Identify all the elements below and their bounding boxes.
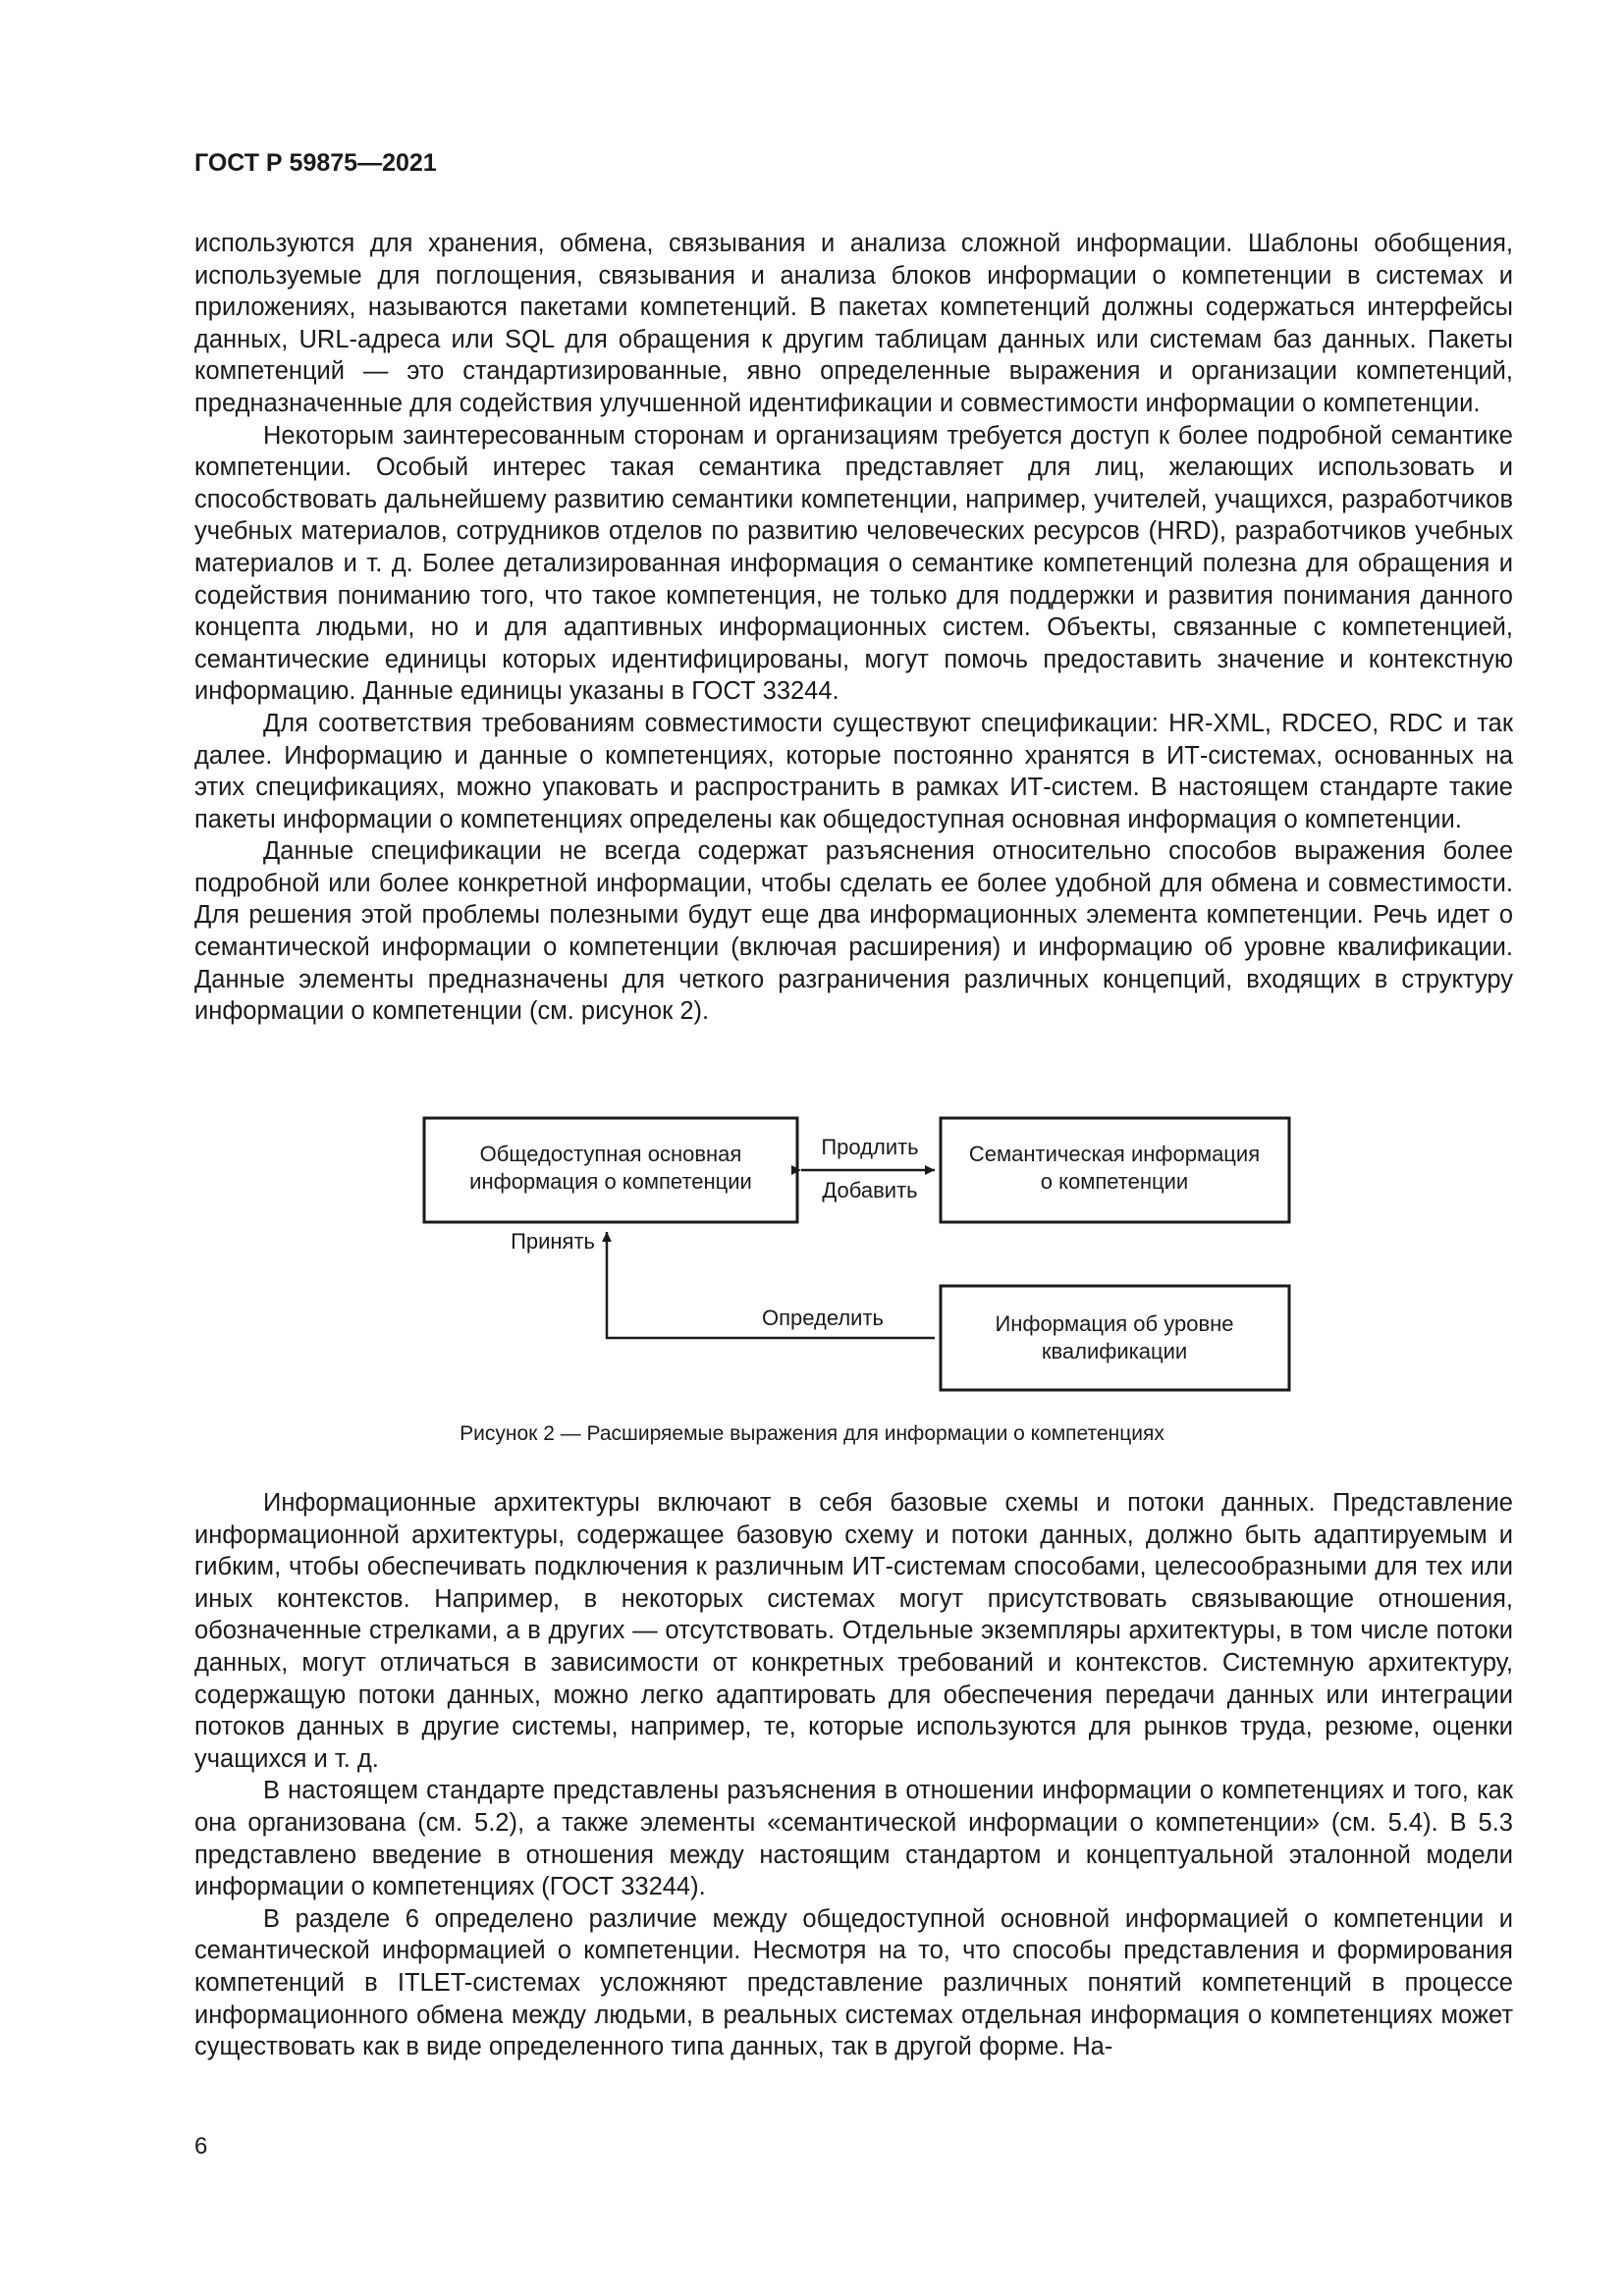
figure-2-diagram [0, 1099, 1624, 1423]
label-define: Определить [761, 1306, 885, 1330]
paragraph: Некоторым заинтересованным сторонам и организациям требуется доступ к более подробной семантике компетенции. Особый интерес такая семантика представляет для лиц, желающих использовать и способствовать дальнейшему развитию семантики компетенции, например, учителей, учащихся, разработчиков учебных материалов, сотрудников отделов по развитию человеческих ресурсов (HRD), разработчиков учебных материалов и т. д. Более детализированная информация о семантике компетенций полезна для обращения и содействия пониманию того, что такое компетенция, не только для поддержки и развития понимания данного концепта людьми, но и для адаптивных информационных систем. Объекты, связанные с компетенцией, семантические единицы которых идентифицированы, могут помочь предоставить значение и контекстную информацию. Данные единицы указаны в ГОСТ 33244. [194, 421, 1513, 706]
box-qualification-level [941, 1286, 1289, 1390]
figure-caption: Рисунок 2 — Расширяемые выражения для информации о компетенциях [460, 1422, 1164, 1445]
box-semantic-line-2: о компетенции [1040, 1169, 1189, 1194]
box-core-line-1: Общедоступная основная [479, 1142, 742, 1166]
label-accept: Принять [511, 1229, 595, 1254]
box-level-line-1: Информация об уровне [995, 1311, 1234, 1336]
page-number: 6 [194, 2133, 208, 2160]
paragraph: Для соответствия требованиям совместимости существуют спецификации: HR-XML, RDCEO, RDC и так далее. Информацию и данные о компетенциях, которые постоянно хранятся в ИТ-системах, основанных на этих спецификациях, можно упаковать и распространить в рамках ИТ-систем. В настоящем стандарте такие пакеты информации о компетенциях определены как общедоступная основная информация о компетенции. [194, 709, 1513, 833]
body-text-top [194, 228, 1513, 1028]
paragraph: Информационные архитектуры включают в себя базовые схемы и потоки данных. Представление информационной архитектуры, содержащее базовую схему и потоки данных, должно быть адаптируемым и гибким, чтобы обеспечивать подключения к различным ИТ-системам способами, целесообразными для тех или иных контекстов. Например, в некоторых системах могут присутствовать связывающие отношения, обозначенные стрелками, а в других — отсутствовать. Отдельные экземпляры архитектуры, в том числе потоки данных, могут отличаться в зависимости от конкретных требований и контекстов. Системную архитектуру, содержащую потоки данных, можно легко адаптировать для обеспечения передачи данных или интеграции потоков данных в другие системы, например, те, которые используются для рынков труда, резюме, оценки учащихся и т. д. [194, 1489, 1513, 1773]
box-core-line-2: информация о компетенции [469, 1169, 752, 1194]
label-extend: Продлить [821, 1135, 919, 1159]
label-add: Добавить [822, 1178, 918, 1202]
paragraph: В настоящем стандарте представлены разъяснения в отношении информации о компетенциях и того, как она организована (см. 5.2), а также элементы «семантической информации о компетенции» (см. 5.4). В 5.3 представлено введение в отношения между настоящим стандартом и концептуальной эталонной модели информации о компетенциях (ГОСТ 33244). [194, 1777, 1513, 1901]
paragraph: используются для хранения, обмена, связывания и анализа сложной информации. Шаблоны обобщения, используемые для поглощения, связывания и анализа блоков информации о компетенции в системах и приложениях, называются пакетами компетенций. В пакетах компетенций должны содержаться интерфейсы данных, URL-адреса или SQL для обращения к другим таблицам данных или системам баз данных. Пакеты компетенций — это стандартизированные, явно определенные выражения и организации компетенций, предназначенные для содействия улучшенной идентификации и совместимости информации о компетенции. [194, 230, 1513, 417]
paragraph: Данные спецификации не всегда содержат разъяснения относительно способов выражения более подробной или более конкретной информации, чтобы сделать ее более удобной для обмена и совместимости. Для решения этой проблемы полезными будут еще два информационных элемента компетенции. Речь идет о семантической информации о компетенции (включая расширения) и информацию об уровне квалификации. Данные элементы предназначены для четкого разграничения различных концепций, входящих в структуру информации о компетенции (см. рисунок 2). [194, 837, 1513, 1026]
paragraph: В разделе 6 определено различие между общедоступной основной информацией о компетенции и семантической информацией о компетенции. Несмотря на то, что способы представления и формирования компетенций в ITLET-системах усложняют представление различных понятий компетенций в процессе информационного обмена между людьми, в реальных системах отдельная информация о компетенциях может существовать как в виде определенного типа данных, так в другой форме. На- [194, 1904, 1513, 2061]
body-text-bottom [194, 1487, 1513, 2063]
box-level-line-2: квалификации [1041, 1339, 1188, 1363]
box-semantic-line-1: Семантическая информация [968, 1142, 1261, 1166]
document-header: ГОСТ Р 59875—2021 [194, 149, 437, 177]
diagram-svg [0, 1099, 1624, 1423]
